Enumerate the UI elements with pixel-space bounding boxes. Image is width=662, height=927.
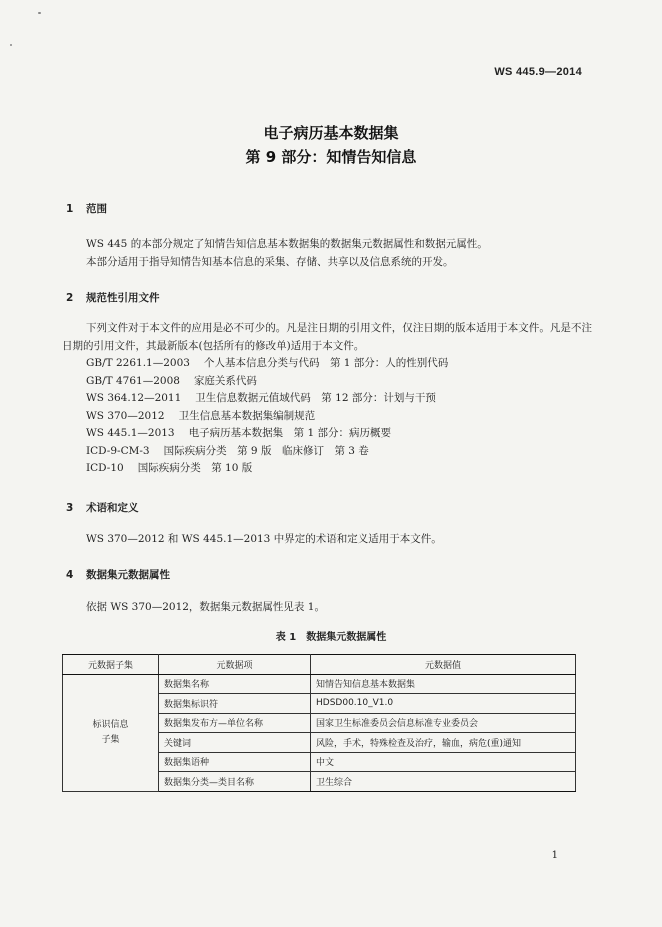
reference-title: 卫生信息数据元值域代码 第 12 部分：计划与干预 xyxy=(195,392,436,404)
column-header: 元数据值 xyxy=(311,655,576,675)
metadata-value-cell: 中文 xyxy=(311,752,576,772)
section-3-heading xyxy=(66,500,139,515)
metadata-item-cell: 数据集名称 xyxy=(159,674,311,694)
reference-code: WS 370—2012 xyxy=(86,409,165,422)
reference-code: ICD-9-CM-3 xyxy=(86,444,150,457)
section-3-paragraph: WS 370—2012 和 WS 445.1—2013 中界定的术语和定义适用于本文件。 xyxy=(86,533,442,545)
column-header: 元数据子集 xyxy=(63,655,159,675)
scan-speck xyxy=(38,12,41,14)
standard-code: WS 445.9—2014 xyxy=(494,66,582,78)
page-number: 1 xyxy=(551,850,558,861)
column-header: 元数据项 xyxy=(159,655,311,675)
reference-item xyxy=(86,408,448,426)
section-1-paragraph-2: 本部分适用于指导知情告知基本信息的采集、存储、共享以及信息系统的开发。 xyxy=(86,256,454,268)
reference-code: WS 445.1—2013 xyxy=(86,427,175,439)
reference-title: 国际疾病分类 第 9 版 临床修订 第 3 卷 xyxy=(163,444,369,457)
table-caption-label: 表 1 xyxy=(275,632,297,643)
reference-title: 家庭关系代码 xyxy=(193,374,257,387)
metadata-value-cell: 知情告知信息基本数据集 xyxy=(311,674,576,694)
reference-code: GB/T 2261.1—2003 xyxy=(86,357,190,369)
section-title: 数据集元数据属性 xyxy=(86,569,170,581)
reference-title: 电子病历基本数据集 第 1 部分：病历概要 xyxy=(188,427,391,439)
document-title: 电子病历基本数据集 xyxy=(263,124,399,142)
scan-speck xyxy=(10,44,12,46)
reference-code: ICD-10 xyxy=(86,462,124,474)
section-number: 4 xyxy=(66,569,74,581)
metadata-value-cell: 国家卫生标准委员会信息标准专业委员会 xyxy=(311,713,576,733)
subset-label-line-1: 标识信息 xyxy=(92,719,129,730)
reference-code: WS 364.12—2011 xyxy=(86,392,182,404)
table-row xyxy=(63,674,576,694)
table-header-row xyxy=(63,655,576,675)
subset-cell xyxy=(63,674,159,791)
subset-label-line-2: 子集 xyxy=(101,734,120,745)
reference-title: 个人基本信息分类与代码 第 1 部分：人的性别代码 xyxy=(203,357,449,369)
table-caption-title: 数据集元数据属性 xyxy=(306,632,387,643)
section-4-paragraph: 依据 WS 370—2012，数据集元数据属性见表 1。 xyxy=(86,601,325,613)
metadata-value-cell: 卫生综合 xyxy=(311,772,576,792)
section-2-heading xyxy=(66,290,160,305)
metadata-item-cell: 数据集发布方—单位名称 xyxy=(159,713,311,733)
reference-code: GB/T 4761—2008 xyxy=(86,374,180,387)
section-number: 3 xyxy=(66,502,74,514)
metadata-value-cell: 风险，手术，特殊检查及治疗，输血，病危(重)通知 xyxy=(311,733,576,753)
section-number: 1 xyxy=(66,203,74,215)
section-title: 术语和定义 xyxy=(86,502,139,514)
reference-title: 国际疾病分类 第 10 版 xyxy=(137,462,253,474)
reference-item xyxy=(86,425,448,443)
section-number: 2 xyxy=(66,292,74,304)
section-title: 规范性引用文件 xyxy=(86,292,160,304)
reference-item xyxy=(86,460,448,478)
reference-title: 卫生信息基本数据集编制规范 xyxy=(178,409,316,422)
section-2-paragraph: 下列文件对于本文件的应用是必不可少的。凡是注日期的引用文件，仅注日期的版本适用于本文件。凡是不注日期的引用文件，其最新版本(包括所有的修改单)适用于本文件。 xyxy=(62,322,592,352)
metadata-item-cell: 关键词 xyxy=(159,733,311,753)
section-4-heading xyxy=(66,567,170,582)
table-caption xyxy=(0,628,662,643)
metadata-item-cell: 数据集标识符 xyxy=(159,694,311,714)
document-subtitle: 第 9 部分：知情告知信息 xyxy=(245,148,417,166)
reference-item xyxy=(86,390,448,408)
reference-item xyxy=(86,443,448,461)
reference-item xyxy=(86,373,448,391)
section-1-paragraph-1: WS 445 的本部分规定了知情告知信息基本数据集的数据集元数据属性和数据元属性。 xyxy=(86,238,488,250)
metadata-item-cell: 数据集语种 xyxy=(159,752,311,772)
reference-item xyxy=(86,355,448,373)
section-title: 范围 xyxy=(86,203,107,215)
metadata-value-cell: HDSD00.10_V1.0 xyxy=(311,694,576,714)
normative-reference-list xyxy=(86,355,448,478)
metadata-table xyxy=(62,654,576,792)
section-1-heading xyxy=(66,201,107,216)
metadata-item-cell: 数据集分类—类目名称 xyxy=(159,772,311,792)
